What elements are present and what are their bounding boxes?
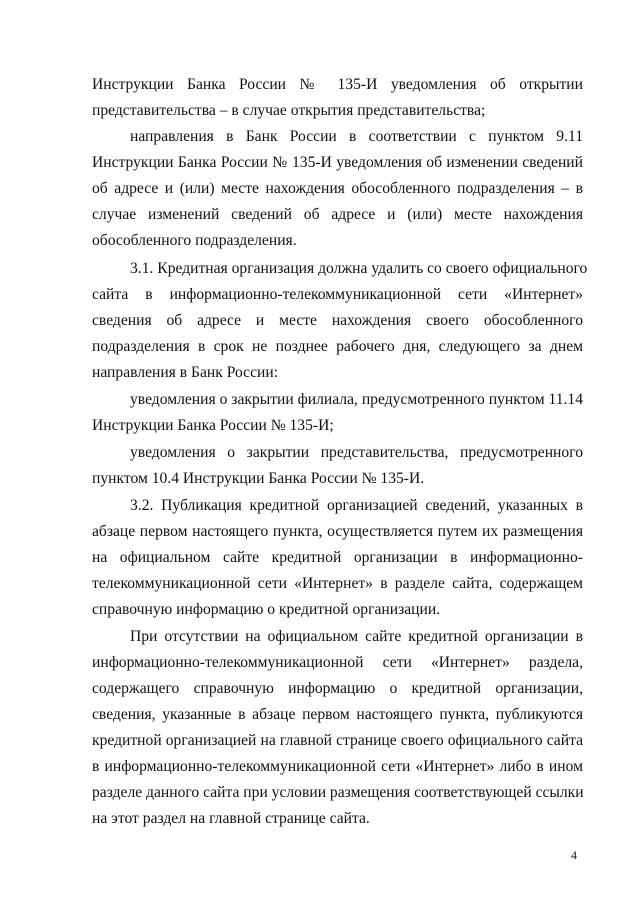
text-line: об адресе и (или) месте нахождения обособленного подразделения – в <box>92 180 583 197</box>
text-line: телекоммуникационной сети «Интернет» в разделе сайта, содержащем <box>92 575 583 592</box>
text-line: уведомления о закрытии представительства, предусмотренного <box>130 444 583 461</box>
text-line: подразделения в срок не позднее рабочего дня, следующего за днем <box>92 338 583 355</box>
text-line: 3.1. Кредитная организация должна удалить со своего официального <box>130 260 588 277</box>
text-line: уведомления о закрытии филиала, предусмотренного пунктом 11.14 <box>130 391 583 408</box>
text-line: на официальном сайте кредитной организации в информационно- <box>92 549 583 566</box>
text-line: направления в Банк России: <box>92 364 279 381</box>
text-line: Инструкции Банка России № 135-И; <box>92 417 334 434</box>
text-line: информационно-телекоммуникационной сети «Интернет» раздела, <box>92 654 583 671</box>
text-line: на этот раздел на главной странице сайта. <box>92 810 370 827</box>
text-line: При отсутствии на официальном сайте кредитной организации в <box>130 628 583 645</box>
text-line: абзаце первом настоящего пункта, осуществляется путем их размещения <box>92 523 583 540</box>
text-line: в информационно-телекоммуникационной сети «Интернет» либо в ином <box>92 758 583 775</box>
text-line: содержащего справочную информацию о кредитной организации, <box>92 680 583 697</box>
text-line: пунктом 10.4 Инструкции Банка России № 135-И. <box>92 470 425 487</box>
text-line: направления в Банк России в соответствии с пунктом 9.11 <box>130 128 583 145</box>
text-line: 3.2. Публикация кредитной организацией сведений, указанных в <box>130 497 583 514</box>
text-line: сведения об адресе и месте нахождения своего обособленного <box>92 312 583 329</box>
text-line: кредитной организацией на главной странице своего официального сайта <box>92 732 583 749</box>
text-line: сведения, указанные в абзаце первом настоящего пункта, публикуются <box>92 706 583 723</box>
text-line: Инструкции Банка России № 135-И уведомления об открытии <box>92 76 583 93</box>
text-line: случае изменений сведений об адресе и (или) месте нахождения <box>92 206 583 223</box>
text-line: Инструкции Банка России № 135-И уведомления об изменении сведений <box>92 154 583 171</box>
text-line: сайта в информационно-телекоммуникационной сети «Интернет» <box>92 286 583 303</box>
page-number: 4 <box>571 848 577 862</box>
text-line: справочную информацию о кредитной организации. <box>92 601 441 618</box>
text-line: представительства – в случае открытия представительства; <box>92 102 486 119</box>
text-line: обособленного подразделения. <box>92 232 297 249</box>
text-line: разделе данного сайта при условии размещения соответствующей ссылки <box>92 784 584 801</box>
